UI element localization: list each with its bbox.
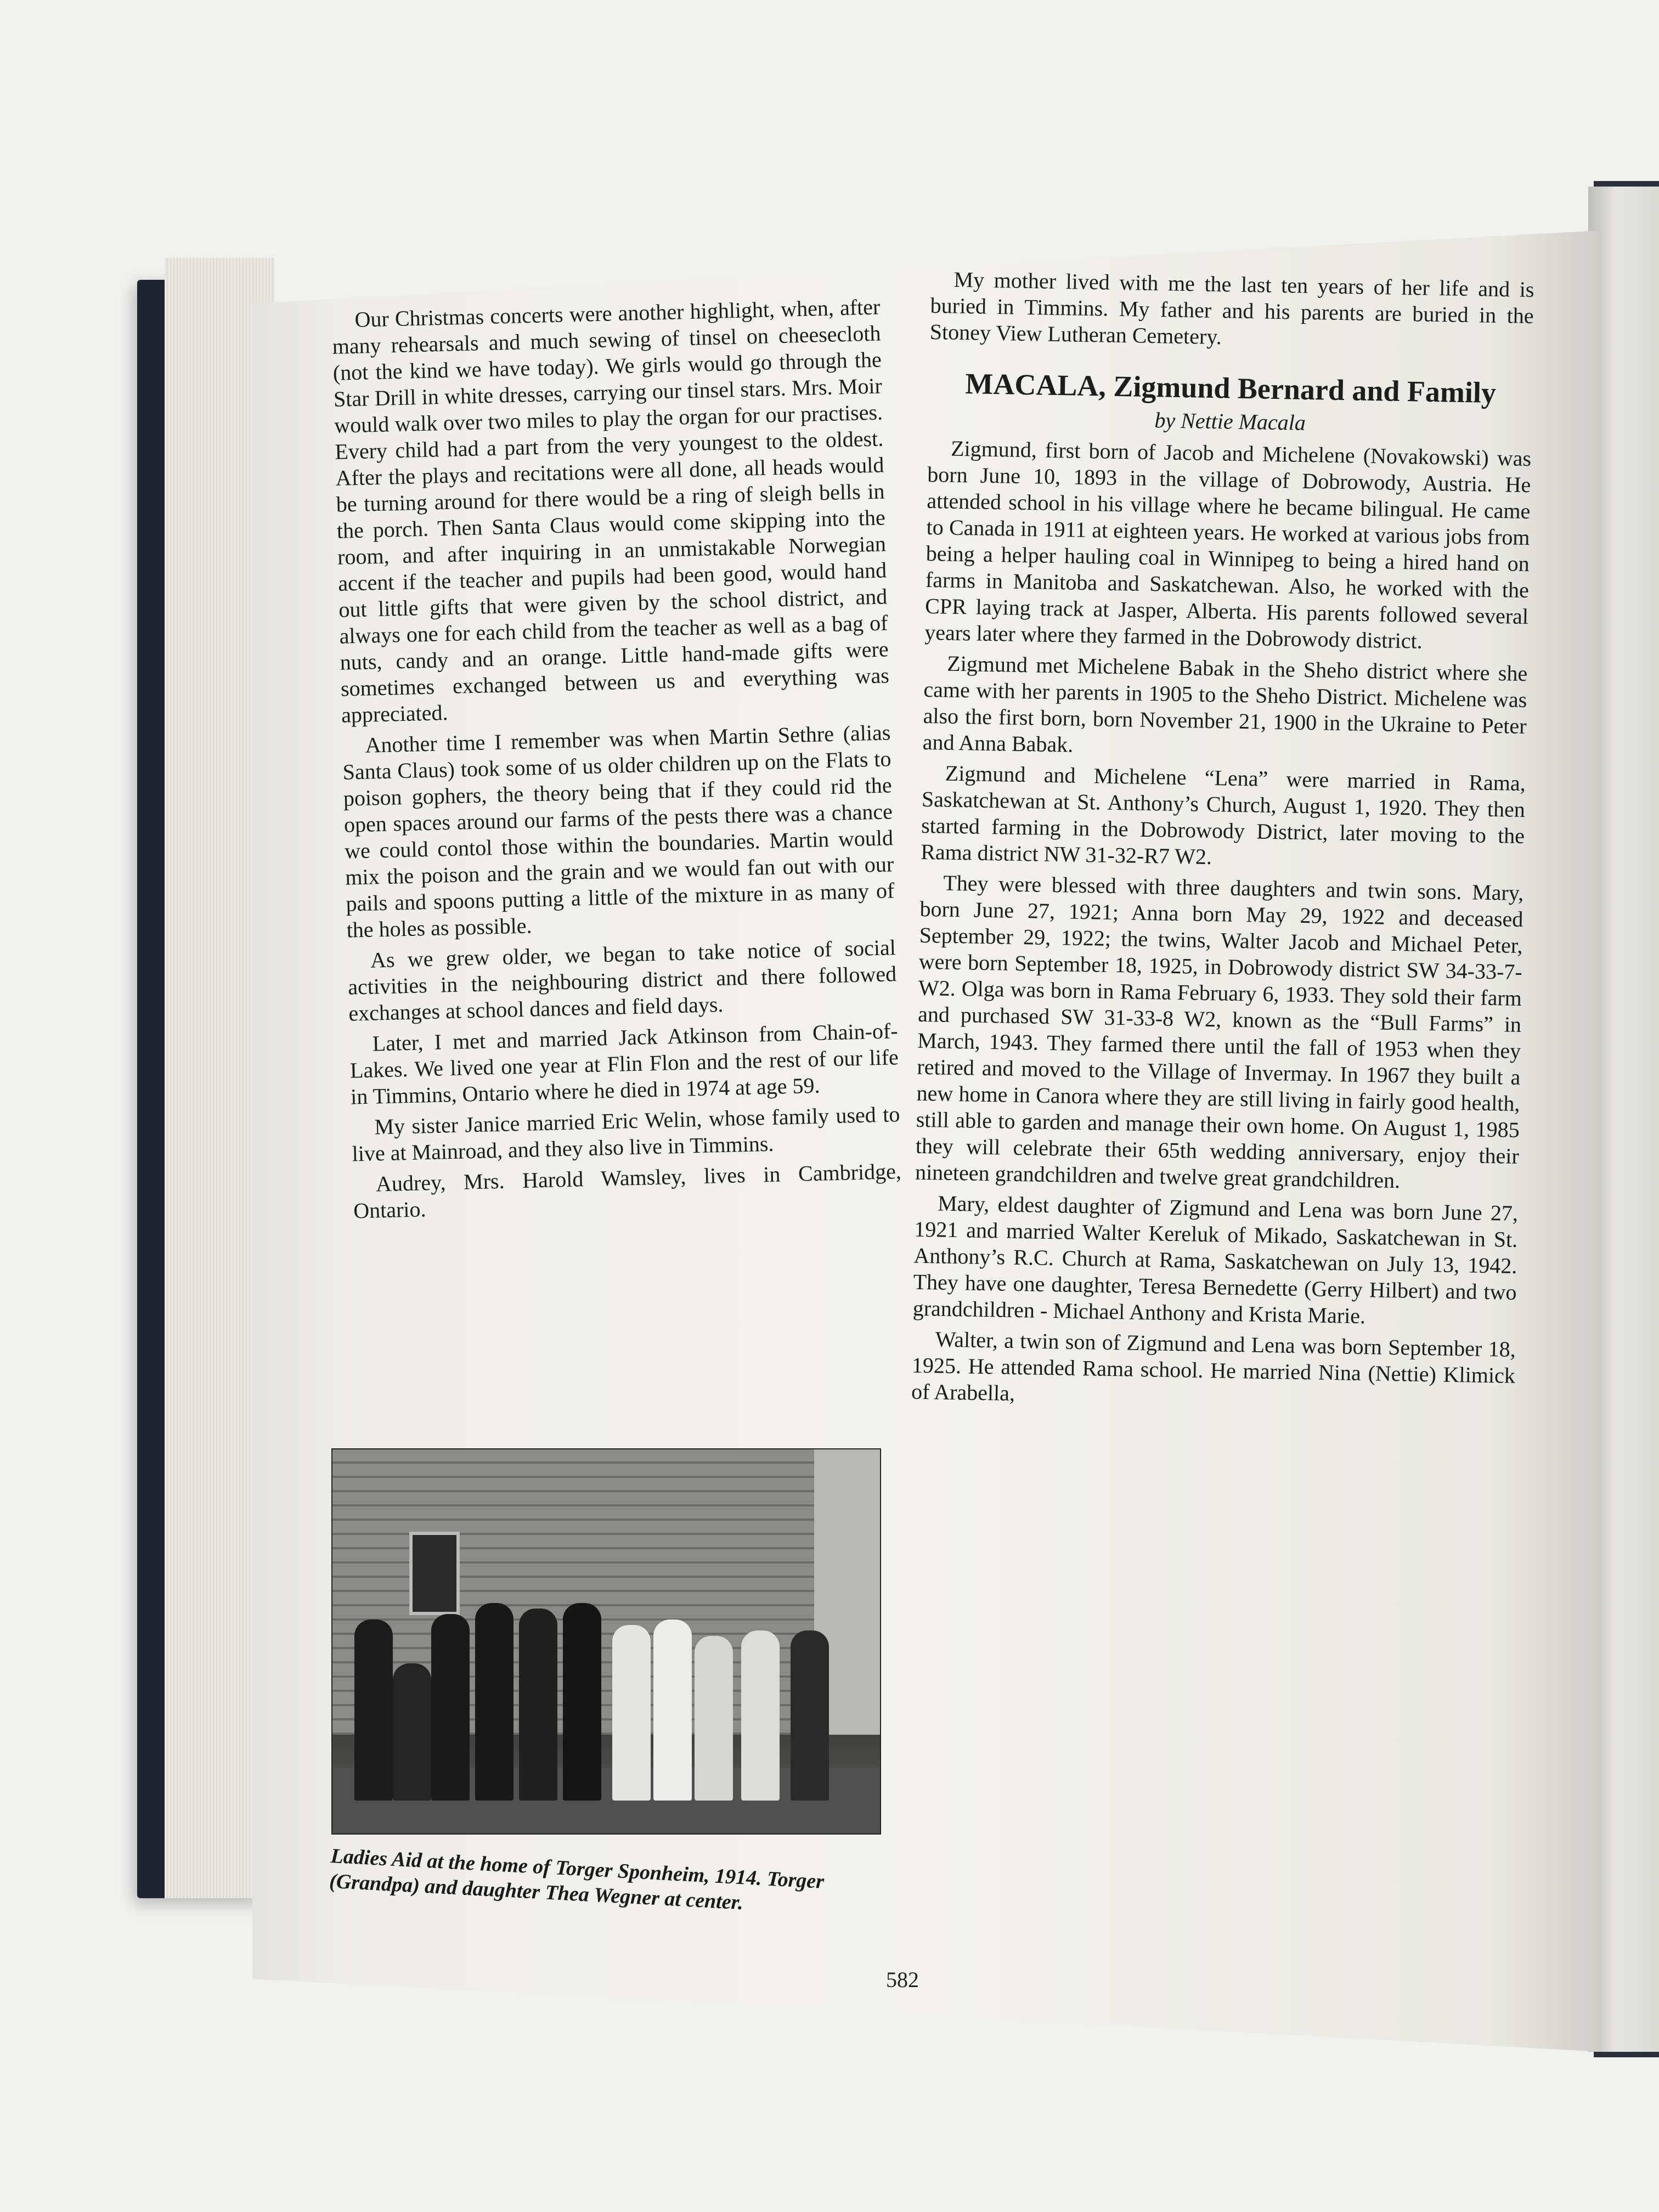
byline: by Nettie Macala — [1154, 408, 1306, 435]
person-figure — [563, 1603, 601, 1801]
person-figure — [695, 1636, 733, 1801]
person-figure — [519, 1609, 557, 1801]
paragraph: They were blessed with three daughters and twin sons. Mary, born June 27, 1921; Anna born May 29, 1922 and deceased September 29, 1922; the twins, Walter Jacob and Michael Peter, were born September 18, 1925, in Dobrowody district SW 34-33-7- W2. Olga was born in Rama February 6, 1933. They sold their farm and purchased SW 31-33-8 W2, known as the “Bull Farms” in March, 1943. They farmed there until the fall of 1953 when they retired and moved to the Village of Invermay. In 1967 they built a new home in Canora where they are still living in fairly good health, still able to garden and manage their own home. On August 1, 1985 they will celebrate their 65th wedding anniversary, enjoy their nineteen grandchildren and twelve great grandchildren. — [915, 870, 1524, 1193]
person-figure — [653, 1620, 692, 1801]
paragraph: Later, I met and married Jack Atkinson from Chain-of-Lakes. We lived one year at Flin Flon and the rest of our life in Timmins, Ontario where he died in 1974 at age 59. — [349, 1018, 899, 1109]
person-figure — [393, 1663, 431, 1801]
house-window — [409, 1532, 460, 1615]
person-figure — [791, 1630, 829, 1801]
paragraph: Zigmund and Michelene “Lena” were married in Rama, Saskatchewan at St. Anthony’s Church, August 1, 1920. They then started farming in the Dobrowody District, later moving to the Rama district NW 31-32-R7 W2. — [920, 760, 1526, 870]
right-column — [911, 266, 1534, 1420]
paragraph: Mary, eldest daughter of Zigmund and Lena was born June 27, 1921 and married Walter Kereluk of Mikado, Saskatchewan in St. Anthony’s R.C. Church at Rama, Saskatchewan on July 13, 1942. They have one daughter, Teresa Bernedette (Gerry Hilbert) and two grandchildren - Michael Anthony and Krista Marie. — [912, 1190, 1519, 1329]
person-figure — [612, 1625, 651, 1801]
person-figure — [475, 1603, 514, 1801]
paragraph: Audrey, Mrs. Harold Wamsley, lives in Cambridge, Ontario. — [353, 1159, 902, 1223]
paragraph: Our Christmas concerts were another highlight, when, after many rehearsals and much sewing of tinsel on cheesecloth (not the kind we have today). We girls would go through the Star Drill in white dresses, carrying our tinsel stars. Mrs. Moir would walk over two miles to play the organ for our practises. Every child had a part from the very youngest to the oldest. After the plays and recitations were all done, all heads would be turning around for there would be a ring of sleigh bells in the porch. Then Santa Claus would come skipping into the room, and after inquiring in an unmistakable Norwegian accent if the teacher and pupils had been good, would hand out little gifts that were given by the school district, and always one for each child from the teacher as well as a bag of nuts, candy and an orange. Little hand-made gifts were sometimes exchanged between us and everything was appreciated. — [332, 294, 890, 727]
paragraph: As we grew older, we began to take notice of social activities in the neighbouring district and there followed exchanges at school dances and field days. — [347, 935, 897, 1026]
intro-paragraph: My mother lived with me the last ten years of her life and is buried in Timmins. My father and his parents are buried in the Stoney View Lutheran Cemetery. — [929, 267, 1534, 349]
paragraph: Another time I remember was when Martin Sethre (alias Santa Claus) took some of us older children up on the Flats to poison gophers, the theory being that if they could rid the open spaces around our farms of the pests there was a chance we could contol those within the boundaries. Martin would mix the poison and the grain and we would fan out with our pails and spoons putting a little of the mixture in as many of the holes as possible. — [342, 720, 895, 943]
person-figure — [741, 1630, 780, 1801]
person-figure — [354, 1620, 393, 1801]
paragraph: Zigmund met Michelene Babak in the Sheho district where she came with her parents in 1905 to the Sheho District. Michelene was also the first born, born November 21, 1900 in the Ukraine to Peter and Anna Babak. — [922, 651, 1528, 757]
left-column — [331, 294, 902, 1229]
person-figure — [431, 1614, 470, 1801]
paragraph: My sister Janice married Eric Welin, whose family used to live at Mainroad, and they also live in Timmins. — [352, 1102, 900, 1166]
section-heading: MACALA, Zigmund Bernard and Family — [964, 367, 1497, 410]
historical-group-photo — [331, 1448, 881, 1835]
page-number: 582 — [886, 1967, 919, 1992]
photo-caption: Ladies Aid at the home of Torger Sponheim, 1914. Torger (Grandpa) and daughter Thea Wegner at center. — [329, 1844, 825, 1915]
paragraph: Walter, a twin son of Zigmund and Lena was born September 18, 1925. He attended Rama school. He married Nina (Nettie) Klimick of Arabella, — [911, 1327, 1516, 1406]
paragraph: Zigmund, first born of Jacob and Michelene (Novakowski) was born June 10, 1893 in the village of Dobrowody, Austria. He attended school in his village where he became bilingual. He came to Canada in 1911 at eighteen years. He worked at various jobs from being a helper hauling coal in Winnipeg to being a hired hand on farms in Manitoba and Saskatchewan. Also, he worked with the CPR laying track at Jasper, Alberta. His parents followed several years later where they farmed in the Dobrowody district. — [924, 436, 1532, 653]
